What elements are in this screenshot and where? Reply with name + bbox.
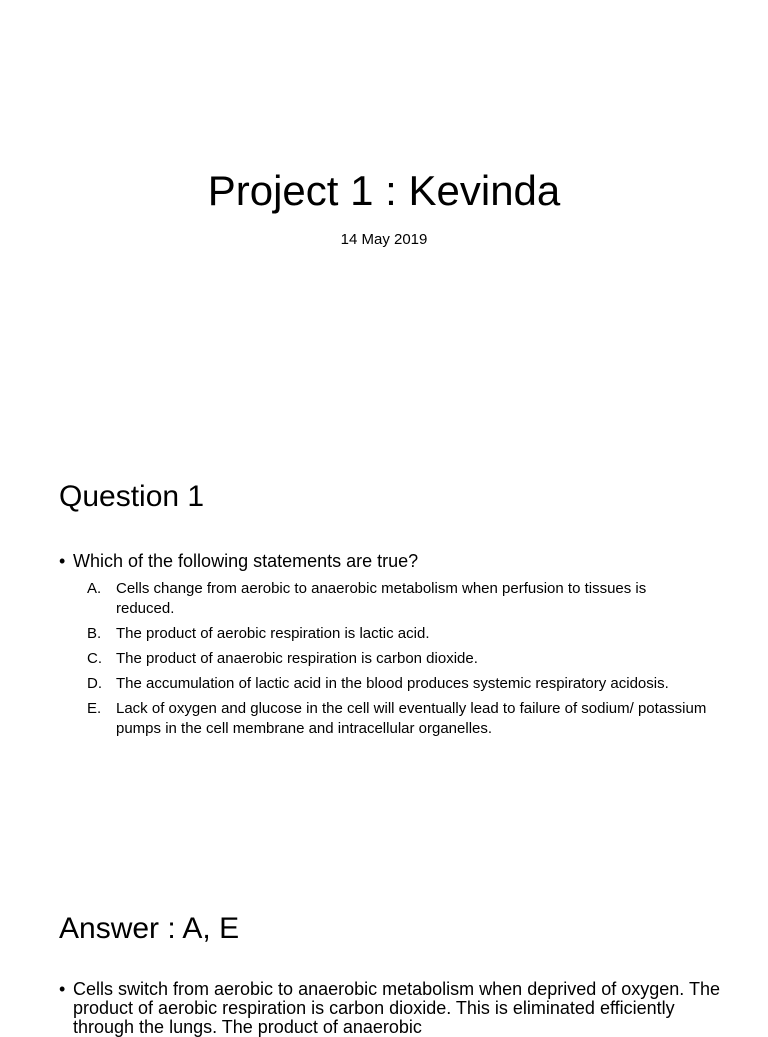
- presentation-title: Project 1 : Kevinda: [207, 167, 561, 214]
- option-d: [87, 674, 708, 694]
- question-prompt: Which of the following statements are true?: [73, 551, 419, 571]
- option-letter: B.: [87, 625, 102, 642]
- option-b: [87, 624, 708, 644]
- option-c: [87, 649, 708, 669]
- title-slide: [0, 0, 768, 432]
- option-text: The product of aerobic respiration is lactic acid.: [116, 625, 430, 642]
- option-letter: A.: [87, 580, 102, 597]
- option-text: The product of anaerobic respiration is carbon dioxide.: [116, 650, 478, 667]
- option-letter: E.: [87, 700, 102, 717]
- option-letter: C.: [87, 650, 102, 667]
- answer-heading: Answer : A, E: [59, 912, 240, 945]
- bullet-icon: •: [59, 979, 66, 999]
- option-e: [87, 699, 708, 739]
- answer-slide: [0, 864, 768, 1037]
- answer-explanation: Cells switch from aerobic to anaerobic metabolism when deprived of oxygen. The product of aerobic respiration is carbon dioxide. This is eliminated efficiently through the lungs. The product of anaerobic: [73, 979, 720, 1037]
- presentation-date: 14 May 2019: [340, 231, 428, 248]
- question-heading: Question 1: [59, 480, 205, 513]
- question-slide: [0, 432, 768, 864]
- option-text: Lack of oxygen and glucose in the cell will eventually lead to failure of sodium/ potassium pumps in the cell membrane and intracellular organelles.: [116, 700, 707, 737]
- option-text: The accumulation of lactic acid in the blood produces systemic respiratory acidosis.: [116, 675, 669, 692]
- option-text: Cells change from aerobic to anaerobic metabolism when perfusion to tissues is reduced.: [116, 580, 647, 617]
- answer-explanation-row: [59, 980, 728, 1037]
- option-letter: D.: [87, 675, 102, 692]
- option-a: [87, 579, 708, 619]
- answer-options-list: [87, 579, 708, 744]
- bullet-icon: •: [59, 551, 66, 571]
- question-prompt-row: [59, 551, 728, 571]
